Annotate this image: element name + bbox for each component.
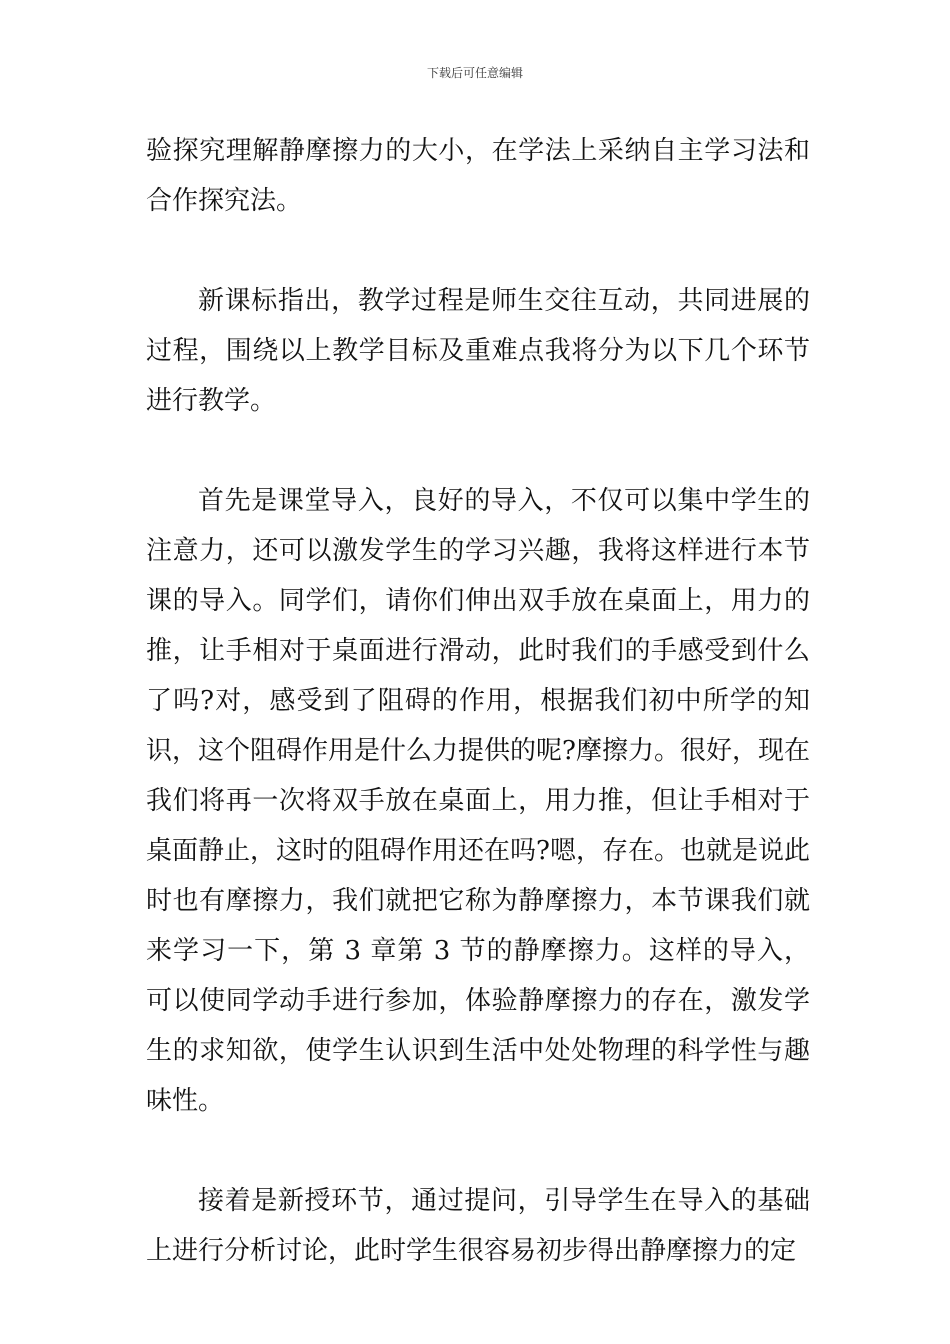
paragraph-continuation: 验探究理解静摩擦力的大小，在学法上采纳自主学习法和合作探究法。: [146, 136, 810, 216]
paragraph-gap: [146, 226, 810, 276]
paragraph-gap: [146, 1126, 810, 1176]
paragraph-gap: [146, 426, 810, 476]
paragraph-curriculum: 新课标指出，教学过程是师生交往互动，共同进展的过程，围绕以上教学目标及重难点我将分为以下几个环节进行教学。: [146, 286, 810, 416]
document-body: [146, 126, 810, 1276]
page-header: 下载后可任意编辑: [426, 66, 523, 80]
paragraph-introduction: 首先是课堂导入，良好的导入，不仅可以集中学生的注意力，还可以激发学生的学习兴趣，我将这样进行本节课的导入。同学们，请你们伸出双手放在桌面上，用力的推，让手相对于桌面进行滑动，此时我们的手感受到什么了吗?对，感受到了阻碍的作用，根据我们初中所学的知识，这个阻碍作用是什么力提供的呢?摩擦力。很好，现在我们将再一次将双手放在桌面上，用力推，但让手相对于桌面静止，这时的阻碍作用还在吗?嗯，存在。也就是说此时也有摩擦力，我们就把它称为静摩擦力，本节课我们就来学习一下，第 3 章第 3 节的静摩擦力。这样的导入，可以使同学动手进行参加，体验静摩擦力的存在，激发学生的求知欲，使学生认识到生活中处处物理的科学性与趣味性。: [146, 486, 810, 1116]
paragraph-new-lesson: 接着是新授环节，通过提问，引导学生在导入的基础上进行分析讨论，此时学生很容易初步得出静摩擦力的定: [146, 1186, 810, 1266]
